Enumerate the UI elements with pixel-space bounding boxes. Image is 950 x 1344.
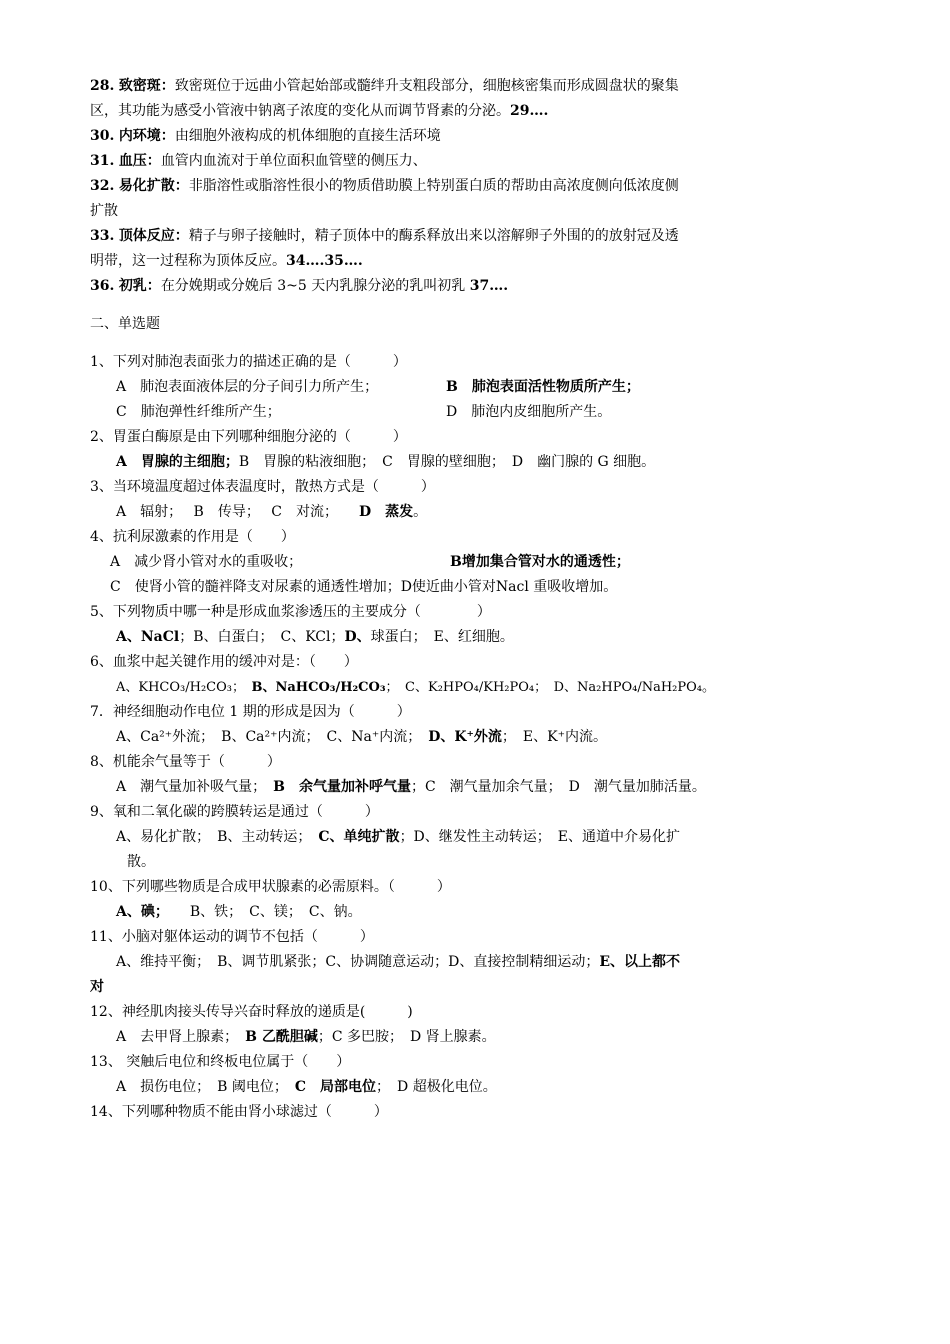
question-5: 5、下列物质中哪一种是形成血浆渗透压的主要成分（ ）: [90, 604, 491, 620]
definition-number: 32.: [90, 178, 115, 194]
option-a: A 肺泡表面液体层的分子间引力所产生；: [116, 379, 379, 395]
question-4-options-ab: [90, 550, 805, 575]
option-b-correct: B增加集合管对水的通透性；: [450, 554, 630, 570]
spacer: [90, 337, 805, 350]
definition-33: [90, 224, 805, 249]
definition-31: [90, 149, 805, 174]
definition-tail: 37….: [469, 278, 509, 294]
option-c-correct: C、单纯扩散: [318, 829, 400, 845]
definition-number: 33.: [90, 228, 115, 244]
option-end: ； D 超极化电位。: [376, 1079, 497, 1095]
question-11-wrap: 对: [90, 979, 104, 995]
option-end: ；D、继发性主动转运； E、通道中介易化扩: [399, 829, 681, 845]
definition-tail: 29….: [510, 103, 549, 119]
definition-number: 28.: [90, 78, 115, 94]
option-a: A 去甲肾上腺素；: [116, 1029, 246, 1045]
option-end: ； E、K⁺内流。: [501, 729, 607, 745]
definition-text: 非脂溶性或脂溶性很小的物质借助膜上特别蛋白质的帮助由高浓度侧向低浓度侧: [188, 178, 679, 194]
options-rest: A 损伤电位； B 阈电位；: [116, 1079, 281, 1095]
definition-term: 致密斑：: [118, 78, 175, 94]
definition-32-cont: [90, 199, 805, 224]
option-a-correct: A、NaCl: [116, 629, 180, 645]
definition-text: 由细胞外液构成的机体细胞的直接生活环境: [174, 128, 441, 144]
question-9: 9、氧和二氧化碳的跨膜转运是通过（ ）: [90, 804, 379, 820]
definition-text: 血管内血流对于单位面积血管壁的侧压力、: [160, 153, 427, 169]
question-6-options: [90, 675, 805, 700]
definition-text: 区，其功能为感受小管液中钠离子浓度的变化从而调节肾素的分泌。: [90, 103, 510, 119]
option-b-correct: B、NaHCO₃/H₂CO₃: [251, 680, 386, 695]
option-b-correct: B 肺泡表面活性物质所产生；: [446, 379, 640, 395]
definition-term: 初乳：: [118, 278, 161, 294]
question-10: 10、下列哪些物质是合成甲状腺素的必需原料。（ ）: [90, 879, 451, 895]
option-d: D 肺泡内皮细胞所产生。: [446, 404, 612, 420]
question-11: 11、小脑对躯体运动的调节不包括（ ）: [90, 929, 374, 945]
option-b-correct: B 乙酰胆碱: [245, 1029, 318, 1045]
definition-text: 精子与卵子接触时，精子顶体中的酶系释放出来以溶解卵子外围的的放射冠及透: [188, 228, 679, 244]
spacer: [90, 299, 805, 312]
question-8: 8、机能余气量等于（ ）: [90, 754, 281, 770]
options-rest: 球蛋白； E、红细胞。: [370, 629, 514, 645]
question-8-options: [90, 775, 805, 800]
option-c-correct: C 局部电位: [294, 1079, 377, 1095]
document-page: [90, 74, 805, 1125]
question-13-options: [90, 1075, 805, 1100]
option-d-correct: D、K⁺外流: [428, 729, 502, 745]
question-12: 12、神经肌肉接头传导兴奋时释放的递质是( ): [90, 1004, 413, 1020]
question-7-options: [90, 725, 805, 750]
question-4: 4、抗利尿激素的作用是（ ）: [90, 529, 295, 545]
option-e-correct: E、以上都不: [599, 954, 681, 970]
option-c: C 肺泡弹性纤维所产生；: [116, 404, 281, 420]
definition-number: 31.: [90, 153, 115, 169]
question-13: 13、 突触后电位和终板电位属于（ ）: [90, 1054, 351, 1070]
definition-36: [90, 274, 805, 299]
option-a: A 减少肾小管对水的重吸收；: [110, 554, 303, 570]
question-5-options: [90, 625, 805, 650]
definition-28-cont: [90, 99, 805, 124]
question-11-options: [90, 950, 805, 975]
question-2-options: [90, 450, 805, 475]
question-9-options: [90, 825, 805, 850]
question-1: 1、下列对肺泡表面张力的描述正确的是（ ）: [90, 354, 407, 370]
option-end: 。: [413, 504, 428, 520]
options-rest: ；C 多巴胺； D 肾上腺素。: [317, 1029, 496, 1045]
definition-30: [90, 124, 805, 149]
options-rest: ；C 潮气量加余气量； D 潮气量加肺活量。: [410, 779, 706, 795]
question-4-options-cd: C 使肾小管的髓袢降支对尿素的通透性增加；D使近曲小管对Nacl 重吸收增加。: [110, 579, 618, 595]
question-1-options-cd: [90, 400, 805, 425]
options-rest: A 辐射； B 传导； C 对流；: [116, 504, 360, 520]
options-rest: A、易化扩散； B、主动转运；: [116, 829, 305, 845]
definition-number: 36.: [90, 278, 115, 294]
definition-33-cont: [90, 249, 805, 274]
options-rest: B、铁； C、镁； C、钠。: [189, 904, 362, 920]
options-rest: A、Ca²⁺外流； B、Ca²⁺内流； C、Na⁺内流；: [116, 729, 415, 745]
options-rest: B 胃腺的粘液细胞； C 胃腺的壁细胞； D 幽门腺的 G 细胞。: [238, 454, 656, 470]
option-a: A、KHCO₃/H₂CO₃；: [116, 680, 239, 695]
options-rest: ； C、K₂HPO₄/KH₂PO₄； D、Na₂HPO₄/NaH₂PO₄。: [385, 680, 716, 695]
option-d-label: D、: [344, 629, 371, 645]
section-title: 二、单选题: [90, 316, 160, 332]
option-a: A 潮气量加补吸气量；: [116, 779, 260, 795]
definition-number: 30.: [90, 128, 115, 144]
question-12-options: [90, 1025, 805, 1050]
definition-term: 顶体反应：: [118, 228, 189, 244]
options-rest: A、维持平衡； B、调节肌紧张；C、协调随意运动；D、直接控制精细运动；: [116, 954, 600, 970]
definition-28: [90, 74, 805, 99]
question-7: 7．神经细胞动作电位 1 期的形成是因为（ ）: [90, 704, 411, 720]
question-3-options: [90, 500, 805, 525]
definition-text: 明带，这一过程称为顶体反应。: [90, 253, 286, 269]
definition-term: 内环境：: [118, 128, 175, 144]
question-9-wrap: 散。: [127, 854, 155, 870]
question-3: 3、当环境温度超过体表温度时，散热方式是（ ）: [90, 479, 435, 495]
definition-term: 易化扩散：: [118, 178, 189, 194]
definition-32: [90, 174, 805, 199]
option-a-correct: A 胃腺的主细胞；: [116, 454, 239, 470]
definition-term: 血压：: [118, 153, 161, 169]
definition-text: 致密斑位于远曲小管起始部或髓绊升支粗段部分，细胞核密集而形成圆盘状的聚集: [174, 78, 679, 94]
question-10-options: [90, 900, 805, 925]
option-a-correct: A、碘；: [116, 904, 162, 920]
question-1-options-ab: [90, 375, 805, 400]
question-6: 6、血浆中起关键作用的缓冲对是：（ ）: [90, 654, 358, 670]
question-14: 14、下列哪种物质不能由肾小球滤过（ ）: [90, 1104, 388, 1120]
definition-tail: 34….35….: [286, 253, 363, 269]
option-d-correct: D 蒸发: [359, 504, 414, 520]
options-rest: ；B、白蛋白； C、KCl；: [179, 629, 345, 645]
definition-text: 在分娩期或分娩后 3~5 天内乳腺分泌的乳叫初乳: [160, 278, 470, 294]
option-b-correct: B 余气量加补呼气量: [273, 779, 411, 795]
definition-text: 扩散: [90, 203, 118, 219]
question-2: 2、胃蛋白酶原是由下列哪种细胞分泌的（ ）: [90, 429, 407, 445]
